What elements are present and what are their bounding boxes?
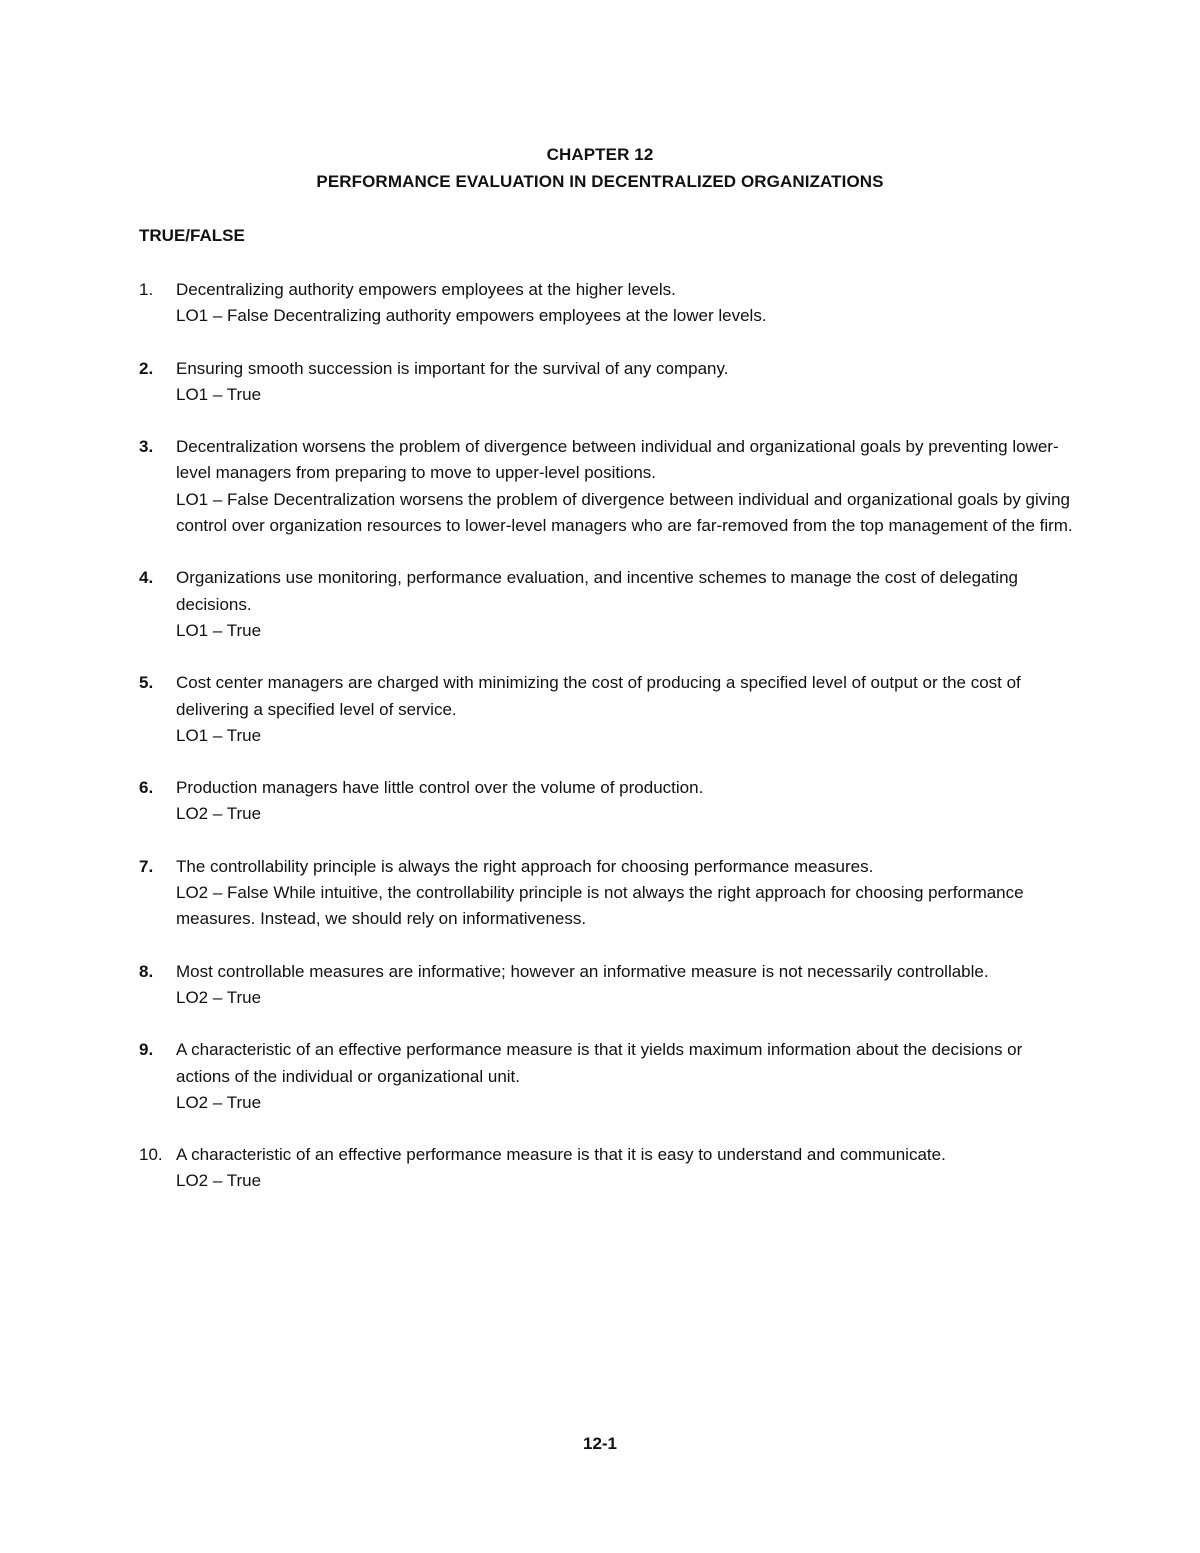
question-number: 7. (139, 856, 154, 876)
question-text: The controllability principle is always the right approach for choosing performance measures. (176, 856, 874, 876)
question-number: 5. (139, 673, 154, 693)
question-item-6 (139, 775, 1079, 828)
question-item-8 (139, 959, 1079, 1012)
question-text: A characteristic of an effective performance measure is that it yields maximum information about the decisions or actions of the individual or organizational unit. (176, 1040, 1023, 1086)
question-answer: LO2 – True (176, 1092, 262, 1112)
question-item-9 (139, 1037, 1079, 1116)
question-answer: LO2 – True (176, 804, 262, 824)
question-number: 8. (139, 961, 154, 981)
question-item-5 (139, 670, 1079, 749)
question-number: 6. (139, 778, 154, 798)
question-number: 10. (139, 1145, 163, 1165)
question-text: Production managers have little control over the volume of production. (176, 778, 704, 798)
question-item-2 (139, 356, 1079, 409)
section-label: TRUE/FALSE (139, 226, 245, 245)
question-answer: LO1 – True (176, 620, 262, 640)
question-text: Ensuring smooth succession is important for the survival of any company. (176, 358, 729, 378)
question-item-4 (139, 565, 1079, 644)
question-answer: LO1 – False Decentralizing authority empowers employees at the lower levels. (176, 306, 767, 326)
question-text: Most controllable measures are informative; however an informative measure is not necessarily controllable. (176, 961, 989, 981)
page-number: 12-1 (582, 1434, 618, 1453)
question-number: 1. (139, 280, 154, 299)
question-list (139, 277, 1079, 1195)
question-item-3 (139, 434, 1079, 539)
chapter-heading: CHAPTER 12 (546, 145, 654, 164)
question-number: 3. (139, 437, 154, 457)
chapter-title: PERFORMANCE EVALUATION IN DECENTRALIZED ORGANIZATIONS (316, 172, 884, 191)
question-text: Organizations use monitoring, performance evaluation, and incentive schemes to manage the cost of delegating decisions. (176, 568, 1018, 614)
question-answer: LO2 – True (176, 1171, 262, 1191)
question-item-10 (139, 1142, 1079, 1195)
question-answer: LO1 – True (176, 725, 262, 745)
question-answer: LO2 – False While intuitive, the controllability principle is not always the right approach for choosing performance measures. Instead, we should rely on informativeness. (176, 883, 1024, 929)
question-number: 2. (139, 358, 154, 378)
question-number: 4. (139, 568, 154, 588)
question-text: Decentralization worsens the problem of divergence between individual and organizational goals by preventing lower-level managers from preparing to move to upper-level positions. (176, 437, 1059, 483)
question-text: Decentralizing authority empowers employees at the higher levels. (176, 280, 676, 299)
question-item-7 (139, 854, 1079, 933)
question-answer: LO2 – True (176, 987, 262, 1007)
question-text: Cost center managers are charged with minimizing the cost of producing a specified level of output or the cost of delivering a specified level of service. (176, 673, 1021, 719)
question-text: A characteristic of an effective performance measure is that it is easy to understand and communicate. (176, 1145, 946, 1165)
question-answer: LO1 – False Decentralization worsens the problem of divergence between individual and organizational goals by giving control over organization resources to lower-level managers who are far-removed from the top management of the firm. (176, 489, 1073, 536)
question-number: 9. (139, 1040, 154, 1060)
question-item-1 (139, 277, 1079, 330)
question-answer: LO1 – True (176, 384, 262, 404)
